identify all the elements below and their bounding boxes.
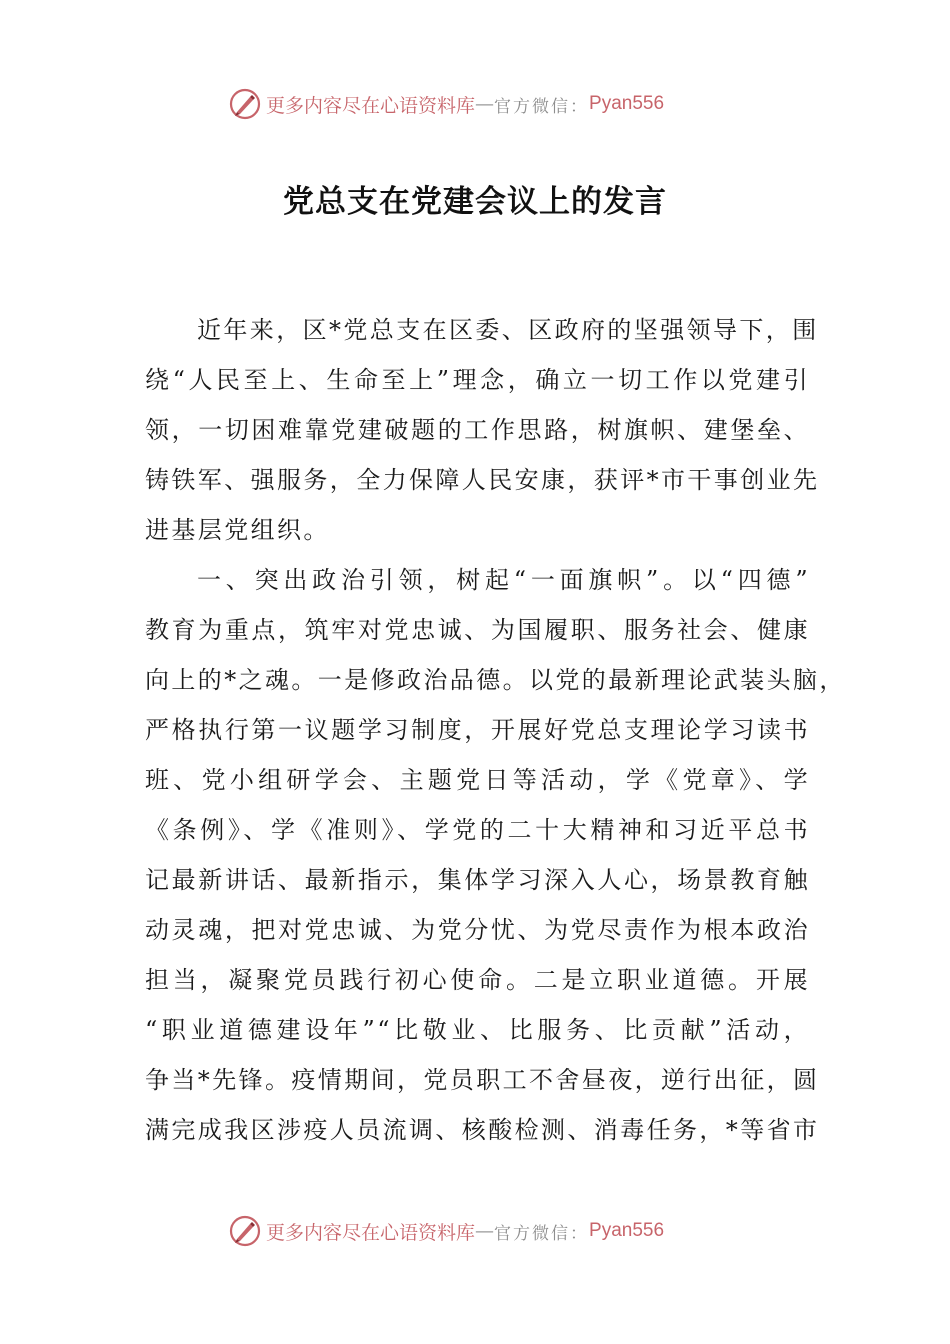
watermark-header: [228, 86, 748, 122]
watermark-wechat-id: Pyan556: [589, 93, 665, 114]
paragraph-line: 班、党小组研学会、主题党日等活动，学《党章》、学: [145, 766, 810, 794]
pen-logo-icon: [228, 87, 262, 121]
paragraph-line: 进基层党组织。: [145, 516, 330, 544]
watermark-dash: —: [475, 93, 495, 115]
watermark-wechat-id: Pyan556: [589, 1220, 665, 1241]
document-title: 党总支在党建会议上的发言: [283, 184, 667, 220]
paragraph-line: 铸铁军、强服务，全力保障人民安康，获评*市干事创业先: [145, 466, 820, 494]
watermark-text: 更多内容尽在心语资料库: [266, 94, 476, 117]
paragraph-line: “职业道德建设年”“比敬业、比服务、比贡献”活动，: [145, 1016, 810, 1044]
paragraph-line: 近年来，区*党总支在区委、区政府的坚强领导下，围: [197, 316, 819, 344]
paragraph-line: 严格执行第一议题学习制度，开展好党总支理论学习读书: [145, 716, 810, 744]
paragraph-line: 向上的*之魂。一是修政治品德。以党的最新理论武装头脑，: [145, 666, 846, 694]
paragraph-line: 教育为重点，筑牢对党忠诚、为国履职、服务社会、健康: [145, 616, 810, 644]
document-body: [145, 305, 846, 1155]
paragraph-line: 担当，凝聚党员践行初心使命。二是立职业道德。开展: [145, 966, 810, 994]
paragraph-line: 绕“人民至上、生命至上”理念，确立一切工作以党建引: [145, 366, 810, 394]
pen-logo-icon: [228, 1214, 262, 1248]
watermark-text: 更多内容尽在心语资料库: [266, 1221, 476, 1244]
paragraph-line: 满完成我区涉疫人员流调、核酸检测、消毒任务，*等省市: [145, 1116, 820, 1144]
watermark-footer: [228, 1213, 748, 1249]
paragraph-line: 动灵魂，把对党忠诚、为党分忧、为党尽责作为根本政治: [145, 916, 810, 944]
paragraph-line: 记最新讲话、最新指示，集体学习深入人心，场景教育触: [145, 866, 810, 894]
paragraph-line: 领，一切困难靠党建破题的工作思路，树旗帜、建堡垒、: [145, 416, 810, 444]
watermark-label: 官方微信：: [494, 1223, 590, 1244]
paragraph-line: 《条例》、学《准则》、学党的二十大精神和习近平总书: [145, 816, 810, 844]
watermark-dash: —: [475, 1220, 495, 1242]
paragraph-line: 一、突出政治引领，树起“一面旗帜”。以“四德”: [197, 566, 810, 594]
paragraph-line: 争当*先锋。疫情期间，党员职工不舍昼夜，逆行出征，圆: [145, 1066, 820, 1094]
watermark-label: 官方微信：: [494, 96, 590, 117]
